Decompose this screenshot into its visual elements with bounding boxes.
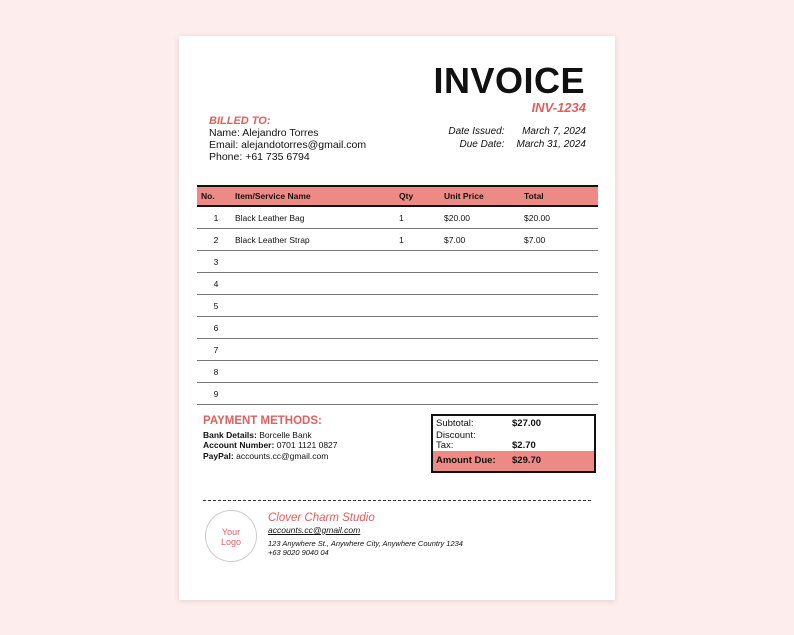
row-item: Black Leather Bag: [235, 206, 399, 229]
payment-methods-heading: PAYMENT METHODS:: [203, 415, 322, 427]
row-qty: [399, 273, 444, 295]
col-header-unit-price: Unit Price: [444, 186, 524, 206]
table-row: [197, 295, 598, 317]
subtotal-label: Subtotal:: [436, 418, 474, 429]
row-no: 9: [197, 383, 235, 405]
table-row: [197, 206, 598, 229]
date-issued-value: March 7, 2024: [522, 126, 586, 137]
row-unit-price: [444, 295, 524, 317]
table-row: [197, 229, 598, 251]
row-qty: [399, 295, 444, 317]
logo-placeholder: [205, 510, 257, 562]
row-item: Black Leather Strap: [235, 229, 399, 251]
invoice-title: INVOICE: [433, 60, 585, 101]
row-item: [235, 383, 399, 405]
row-no: 7: [197, 339, 235, 361]
account-number: [203, 440, 338, 450]
account-number-label: Account Number:: [203, 440, 275, 450]
row-item: [235, 339, 399, 361]
row-qty: [399, 339, 444, 361]
bank-details-label: Bank Details:: [203, 430, 257, 440]
row-unit-price: [444, 339, 524, 361]
totals-box: [431, 414, 596, 473]
due-date-label: Due Date:: [459, 138, 505, 150]
col-header-no: No.: [197, 186, 235, 206]
row-no: 6: [197, 317, 235, 339]
table-row: [197, 317, 598, 339]
paypal: [203, 451, 328, 461]
due-date-value: March 31, 2024: [516, 138, 586, 150]
amount-due-label: Amount Due:: [436, 455, 496, 466]
billed-email: Email: alejandotorres@gmail.com: [209, 139, 367, 151]
row-unit-price: [444, 251, 524, 273]
table-row: [197, 383, 598, 405]
billed-phone: Phone: +61 735 6794: [209, 151, 310, 163]
row-total: [524, 295, 598, 317]
items-header-row: [197, 186, 598, 206]
table-row: [197, 339, 598, 361]
row-qty: 1: [399, 206, 444, 229]
row-total: [524, 273, 598, 295]
row-no: 8: [197, 361, 235, 383]
table-row: [197, 251, 598, 273]
table-row: [197, 361, 598, 383]
row-total: $7.00: [524, 229, 598, 251]
paypal-value: accounts.cc@gmail.com: [236, 451, 329, 461]
row-qty: 1: [399, 229, 444, 251]
col-header-total: Total: [524, 186, 598, 206]
amount-due-value: $29.70: [512, 455, 542, 466]
row-no: 5: [197, 295, 235, 317]
row-no: 4: [197, 273, 235, 295]
subtotal-value: $27.00: [512, 418, 542, 429]
row-unit-price: [444, 361, 524, 383]
subtotal-row: [433, 418, 594, 430]
logo-text-line1: Your: [221, 527, 241, 537]
row-unit-price: $20.00: [444, 206, 524, 229]
items-table: [197, 185, 598, 405]
row-item: [235, 361, 399, 383]
row-total: [524, 361, 598, 383]
tax-label: Tax:: [436, 440, 454, 451]
row-item: [235, 317, 399, 339]
col-header-qty: Qty: [399, 186, 444, 206]
row-total: [524, 251, 598, 273]
row-total: [524, 339, 598, 361]
row-no: 1: [197, 206, 235, 229]
table-row: [197, 273, 598, 295]
row-item: [235, 295, 399, 317]
invoice-number: INV-1234: [531, 100, 586, 115]
billed-name: Name: Alejandro Torres: [209, 127, 319, 139]
row-item: [235, 251, 399, 273]
account-number-value: 0701 1121 0827: [276, 440, 338, 450]
invoice-sheet: [179, 36, 615, 600]
row-unit-price: [444, 317, 524, 339]
amount-due-row: [433, 451, 594, 471]
row-total: $20.00: [524, 206, 598, 229]
studio-name: Clover Charm Studio: [268, 512, 375, 524]
paypal-label: PayPal:: [203, 451, 234, 461]
bank-details-value: Borcelle Bank: [259, 430, 312, 440]
discount-label: Discount:: [436, 430, 476, 441]
row-qty: [399, 251, 444, 273]
studio-phone: +63 9020 9040 04: [268, 548, 329, 557]
logo-text-line2: Logo: [220, 537, 242, 547]
row-qty: [399, 383, 444, 405]
row-item: [235, 273, 399, 295]
footer-divider: [203, 500, 591, 501]
studio-email-link[interactable]: accounts.cc@gmail.com: [268, 525, 361, 535]
billed-to-heading: BILLED TO:: [209, 115, 271, 127]
date-issued-label: Date Issued:: [448, 126, 505, 137]
row-unit-price: [444, 383, 524, 405]
row-unit-price: [444, 273, 524, 295]
row-no: 2: [197, 229, 235, 251]
tax-value: $2.70: [512, 440, 536, 451]
row-no: 3: [197, 251, 235, 273]
row-total: [524, 383, 598, 405]
bank-details: [203, 430, 312, 440]
row-qty: [399, 317, 444, 339]
studio-address: 123 Anywhere St., Anywhere City, Anywhere Country 1234: [268, 539, 463, 548]
row-total: [524, 317, 598, 339]
invoice-dates: [448, 126, 586, 151]
row-qty: [399, 361, 444, 383]
col-header-item: Item/Service Name: [235, 186, 399, 206]
row-unit-price: $7.00: [444, 229, 524, 251]
